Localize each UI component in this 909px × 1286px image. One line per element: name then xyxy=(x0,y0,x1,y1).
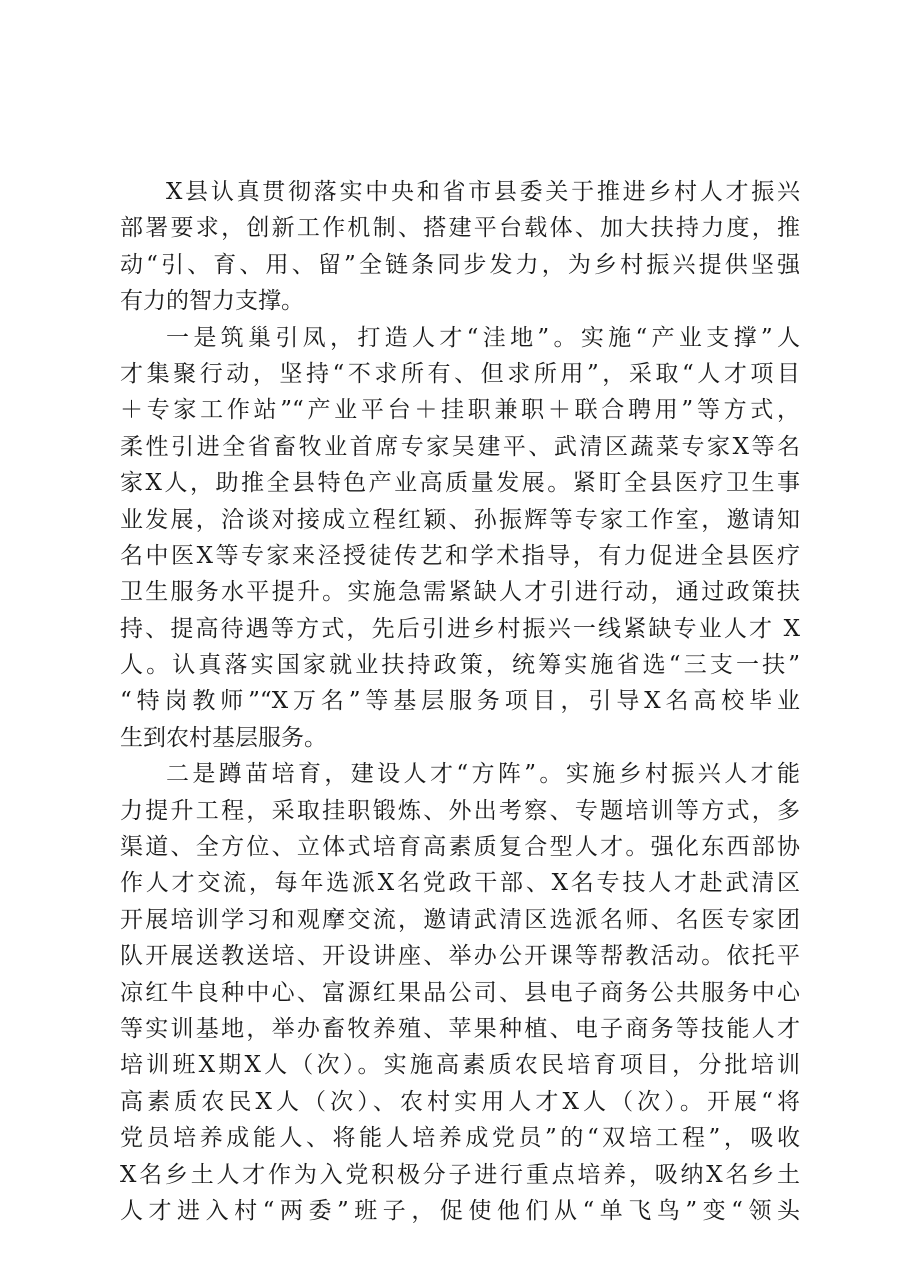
paragraph-2-line-4: 柔性引进全省畜牧业首席专家吴建平、武清区蔬菜专家X等名 xyxy=(120,433,800,460)
paragraph-3-line-5: 开展培训学习和观摩交流，邀请武清区选派名师、名医专家团 xyxy=(120,906,800,933)
paragraph-3-line-11: 党员培养成能人、将能人培养成党员”的“双培工程”，吸收 xyxy=(120,1125,800,1152)
paragraph-3-line-8: 等实训基地，举办畜牧养殖、苹果种植、电子商务等技能人才 xyxy=(120,1015,800,1042)
paragraph-2-line-5: 家X人，助推全县特色产业高质量发展。紧盯全县医疗卫生事 xyxy=(120,470,800,497)
paragraph-2-line-3: ＋专家工作站”“产业平台＋挂职兼职＋联合聘用”等方式， xyxy=(120,397,800,424)
paragraph-3-line-12: X名乡土人才作为入党积极分子进行重点培养，吸纳X名乡土 xyxy=(120,1161,800,1188)
paragraph-1-line-4: 有力的智力支撑。 xyxy=(120,288,304,315)
paragraph-3-line-2: 力提升工程，采取挂职锻炼、外出考察、专题培训等方式，多 xyxy=(120,797,800,824)
document-body xyxy=(120,174,800,1229)
paragraph-2-line-7: 名中医X等专家来泾授徒传艺和学术指导，有力促进全县医疗 xyxy=(120,542,800,569)
paragraph-3-line-3: 渠道、全方位、立体式培育高素质复合型人才。强化东西部协 xyxy=(120,834,800,861)
paragraph-2-line-2: 才集聚行动，坚持“不求所有、但求所用”，采取“人才项目 xyxy=(120,360,800,387)
paragraph-2-line-1: 一是筑巢引凤，打造人才“洼地”。实施“产业支撑”人 xyxy=(166,324,800,351)
paragraph-2-line-9: 持、提高待遇等方式，先后引进乡村振兴一线紧缺专业人才 X xyxy=(120,615,800,642)
paragraph-3-line-4: 作人才交流，每年选派X名党政干部、X名专技人才赴武清区 xyxy=(120,870,800,897)
paragraph-2-line-6: 业发展，洽谈对接成立程红颖、孙振辉等专家工作室，邀请知 xyxy=(120,506,800,533)
paragraph-1-line-2: 部署要求，创新工作机制、搭建平台载体、加大扶持力度，推 xyxy=(120,215,800,242)
paragraph-3-line-1: 二是蹲苗培育，建设人才“方阵”。实施乡村振兴人才能 xyxy=(166,761,800,788)
paragraph-3-line-10: 高素质农民X人（次）、农村实用人才X人（次）。开展“将 xyxy=(120,1088,800,1115)
paragraph-2-line-12: 生到农村基层服务。 xyxy=(120,724,327,751)
paragraph-2-line-8: 卫生服务水平提升。实施急需紧缺人才引进行动，通过政策扶 xyxy=(120,579,800,606)
paragraph-1-line-3: 动“引、育、用、留”全链条同步发力，为乡村振兴提供坚强 xyxy=(120,251,800,278)
paragraph-1-line-1: X县认真贯彻落实中央和省市县委关于推进乡村人才振兴 xyxy=(166,179,800,205)
paragraph-3-line-7: 凉红牛良种中心、富源红果品公司、县电子商务公共服务中心 xyxy=(120,979,800,1006)
paragraph-3-line-6: 队开展送教送培、开设讲座、举办公开课等帮教活动。依托平 xyxy=(120,943,800,970)
paragraph-3-line-9: 培训班X期X人（次）。实施高素质农民培育项目，分批培训 xyxy=(120,1052,800,1079)
paragraph-2-line-10: 人。认真落实国家就业扶持政策，统筹实施省选“三支一扶” xyxy=(120,652,800,679)
paragraph-3-line-13: 人才进入村“两委”班子，促使他们从“单飞鸟”变“领头 xyxy=(120,1197,800,1224)
paragraph-2-line-11: “特岗教师”“X万名”等基层服务项目，引导X名高校毕业 xyxy=(120,688,800,715)
